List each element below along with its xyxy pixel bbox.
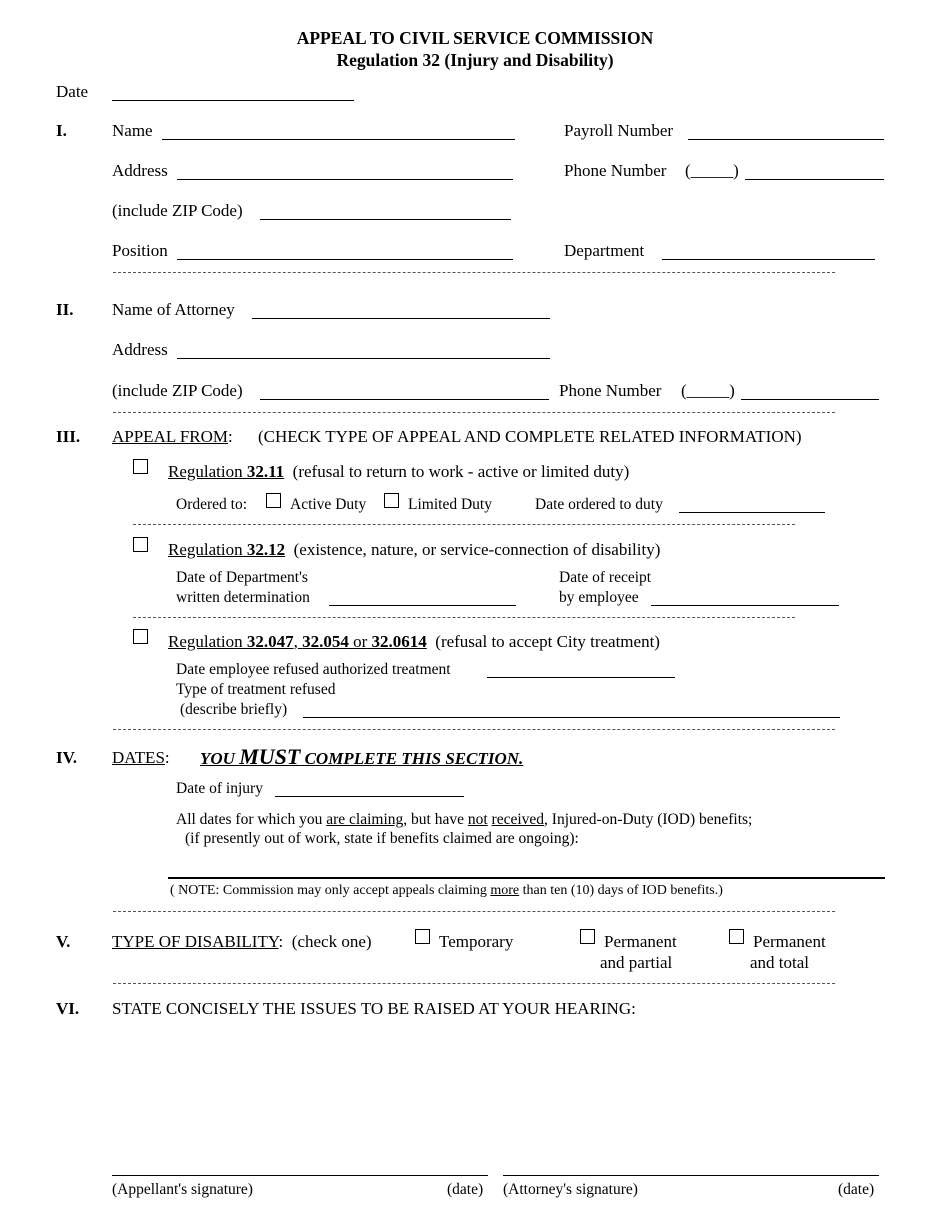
reg-32-054-number: 32.054	[302, 632, 349, 651]
reg-32-047-desc: (refusal to accept City treatment)	[435, 632, 660, 651]
section-2-numeral: II.	[56, 300, 74, 319]
must-post: COMPLETE THIS SECTION.	[304, 749, 524, 768]
must-complete-notice	[200, 744, 523, 770]
temporary-label: Temporary	[439, 932, 514, 951]
temporary-checkbox[interactable]	[415, 929, 430, 944]
limited-duty-checkbox[interactable]	[384, 493, 399, 508]
disability-type-label: TYPE OF DISABILITY	[112, 932, 279, 951]
permanent-total-label-1: Permanent	[753, 932, 826, 951]
treatment-description-field[interactable]	[303, 717, 840, 718]
permanent-partial-label-1: Permanent	[604, 932, 677, 951]
reg-32-12-desc: (existence, nature, or service-connection of disability)	[293, 540, 661, 559]
note-text-1: ( NOTE: Commission may only accept appeals claiming	[170, 883, 487, 898]
payroll-field[interactable]	[688, 139, 884, 140]
section-divider	[113, 272, 835, 273]
date-ordered-field[interactable]	[679, 512, 825, 513]
appeal-from-heading	[112, 427, 233, 447]
disability-type-heading	[112, 932, 372, 952]
note-more: more	[490, 883, 520, 898]
attorney-phone-field[interactable]	[741, 399, 879, 400]
treatment-refused-label: Type of treatment refused	[176, 681, 336, 698]
appellant-date-label: (date)	[447, 1181, 484, 1198]
reg-32-11-number: 32.11	[246, 462, 285, 481]
dates-colon: :	[164, 748, 170, 767]
attorney-phone-label: Phone Number	[559, 381, 662, 400]
reg-32-12-title	[168, 540, 660, 560]
address-field[interactable]	[177, 179, 513, 180]
date-label: Date	[56, 82, 89, 101]
attorney-name-field[interactable]	[252, 318, 550, 319]
permanent-total-checkbox[interactable]	[729, 929, 744, 944]
section-divider	[113, 729, 835, 730]
phone-field[interactable]	[745, 179, 884, 180]
section-divider	[113, 983, 835, 984]
attorney-name-label: Name of Attorney	[112, 300, 235, 319]
comma: ,	[293, 632, 298, 651]
reg-32-11-checkbox[interactable]	[133, 459, 148, 474]
ordered-to-label: Ordered to:	[176, 496, 248, 513]
appellant-signature-field[interactable]	[112, 1175, 488, 1176]
name-label: Name	[112, 121, 153, 140]
claim-received: received	[491, 811, 545, 828]
regulation-word: Regulation	[168, 632, 243, 651]
appeal-from-colon: :	[228, 427, 233, 446]
injury-date-field[interactable]	[275, 796, 464, 797]
claim-dates-instruction-2: (if presently out of work, state if benefits claimed are ongoing):	[185, 830, 579, 847]
section-6-numeral: VI.	[56, 999, 80, 1018]
reg-32-047-number: 32.047	[246, 632, 294, 651]
reg-32-047-checkbox[interactable]	[133, 629, 148, 644]
reg-32-11-desc: (refusal to return to work - active or limited duty)	[292, 462, 630, 481]
date-field[interactable]	[112, 100, 354, 101]
phone-area-code[interactable]: (_____)	[685, 161, 739, 180]
reg-32-12-checkbox[interactable]	[133, 537, 148, 552]
claim-dates-field[interactable]	[168, 877, 885, 879]
date-ordered-label: Date ordered to duty	[535, 496, 663, 513]
address-label: Address	[112, 161, 168, 180]
regulation-word: Regulation	[168, 540, 243, 559]
section-divider	[113, 911, 835, 912]
describe-briefly-label: (describe briefly)	[180, 701, 288, 718]
attorney-phone-area-code[interactable]: (_____)	[681, 381, 735, 400]
issues-heading: STATE CONCISELY THE ISSUES TO BE RAISED AT YOUR HEARING:	[112, 999, 636, 1018]
permanent-partial-label-2: and partial	[600, 953, 673, 972]
dates-heading	[112, 748, 170, 768]
must-emphasis: MUST	[239, 744, 301, 769]
claim-are-claiming: are claiming	[326, 811, 404, 828]
reg-32-12-number: 32.12	[246, 540, 286, 559]
attorney-date-label: (date)	[838, 1181, 875, 1198]
phone-label: Phone Number	[564, 161, 667, 180]
form-title: APPEAL TO CIVIL SERVICE COMMISSION	[296, 28, 654, 48]
attorney-signature-label: (Attorney's signature)	[503, 1181, 638, 1198]
dept-determination-label-1: Date of Department's	[176, 569, 308, 586]
refused-date-field[interactable]	[487, 677, 675, 678]
note-text-2: than ten (10) days of IOD benefits.)	[522, 883, 723, 898]
position-label: Position	[112, 241, 168, 260]
section-1-numeral: I.	[56, 121, 67, 140]
dept-determination-date-field[interactable]	[329, 605, 516, 606]
injury-date-label: Date of injury	[176, 780, 263, 797]
payroll-label: Payroll Number	[564, 121, 674, 140]
appeal-instruction: (CHECK TYPE OF APPEAL AND COMPLETE RELATED INFORMATION)	[258, 427, 802, 446]
reg-32-047-title	[168, 632, 660, 652]
name-field[interactable]	[162, 139, 515, 140]
issues-text-area[interactable]	[112, 1024, 885, 1169]
permanent-total-label-2: and total	[750, 953, 810, 972]
dept-determination-label-2: written determination	[176, 589, 310, 606]
zip-label: (include ZIP Code)	[112, 201, 243, 220]
claim-dates-instruction	[176, 811, 752, 829]
limited-duty-label: Limited Duty	[408, 496, 492, 513]
appeal-from-label: APPEAL FROM	[112, 427, 229, 446]
check-one-label: (check one)	[291, 932, 372, 951]
reg-32-11-title	[168, 462, 629, 482]
refused-date-label: Date employee refused authorized treatment	[176, 661, 451, 678]
attorney-zip-field[interactable]	[260, 399, 549, 400]
attorney-zip-label: (include ZIP Code)	[112, 381, 243, 400]
position-field[interactable]	[177, 259, 513, 260]
attorney-signature-field[interactable]	[503, 1175, 879, 1176]
claim-not: not	[467, 811, 488, 828]
iod-note	[170, 883, 723, 899]
permanent-partial-checkbox[interactable]	[580, 929, 595, 944]
address-zip-field[interactable]	[260, 219, 511, 220]
form-subtitle: Regulation 32 (Injury and Disability)	[336, 50, 614, 70]
attorney-address-label: Address	[112, 340, 168, 359]
regulation-word: Regulation	[168, 462, 243, 481]
receipt-date-label-1: Date of receipt	[559, 569, 652, 586]
section-4-numeral: IV.	[56, 748, 77, 767]
active-duty-checkbox[interactable]	[266, 493, 281, 508]
department-field[interactable]	[662, 259, 875, 260]
claim-text-1: All dates for which you	[176, 811, 323, 828]
or-word: or	[353, 632, 368, 651]
dates-label: DATES	[112, 748, 165, 767]
subsection-divider	[133, 524, 795, 525]
section-3-numeral: III.	[56, 427, 81, 446]
must-pre: YOU	[200, 749, 235, 768]
reg-32-0614-number: 32.0614	[371, 632, 427, 651]
department-label: Department	[564, 241, 645, 260]
receipt-date-field[interactable]	[651, 605, 839, 606]
disability-type-colon: :	[278, 932, 284, 951]
subsection-divider	[133, 617, 795, 618]
attorney-address-field[interactable]	[177, 358, 550, 359]
section-5-numeral: V.	[56, 932, 71, 951]
claim-text-3: , Injured-on-Duty (IOD) benefits;	[544, 811, 753, 828]
active-duty-label: Active Duty	[290, 496, 367, 513]
claim-text-2: , but have	[403, 811, 464, 828]
receipt-date-label-2: by employee	[559, 589, 639, 606]
appellant-signature-label: (Appellant's signature)	[112, 1181, 253, 1198]
section-divider	[113, 412, 835, 413]
